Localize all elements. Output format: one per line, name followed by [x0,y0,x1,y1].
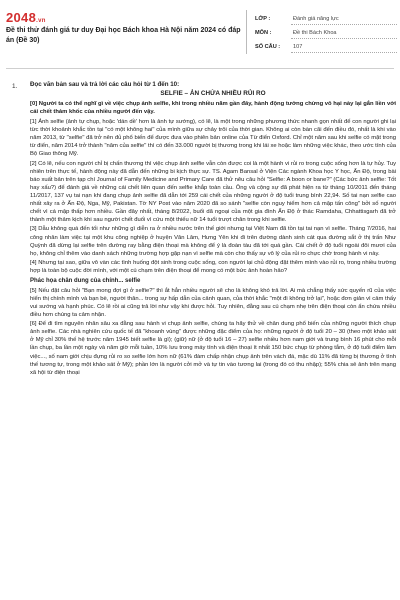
meta-underline [291,38,397,39]
question-instruction: Đọc văn bản sau và trả lời các câu hỏi từ 1 đến 10: [30,81,180,88]
meta-value: 107 [293,44,303,50]
section-subheading: Phác họa chân dung của chính... selfie [30,277,141,284]
paragraph: [0] Người ta có thể nghĩ gì về việc chụp ảnh selfie, khi trong nhiều năm gần đây, hành động tưởng chừng vô hại này lại gắn liền với cái chết thảm khốc của nhiều người đến vậy. [30,101,396,116]
question-number: 1. [12,83,18,90]
question-body [30,81,396,378]
logo-suffix: .vn [36,18,46,24]
meta-panel [246,10,395,54]
meta-underline [291,24,397,25]
meta-label: SỐ CÂU : [255,44,281,50]
site-logo[interactable] [6,10,46,25]
page-header [0,0,400,66]
header-divider [6,68,394,69]
logo-main: 2048 [6,10,37,25]
meta-value: Đánh giá năng lực [293,16,339,22]
paragraph: [2] Có lẽ, nếu con người chỉ bị chấn thương thì việc chụp ảnh selfie vẫn còn được coi là một hành vi rủi ro trong cuộc sống hơn là tự hủy. Tuy nhiên trên thực tế, hành động này đã dẫn đến những bi kịch thực sự. TS. Agam Bansal ở Viện Các ngành Khoa học Y học, Ấn Độ, trong bài báo xuất bản trên tạp chí Journal of Family Medicine and Primary Care đã thử nêu câu hỏi "Selfie: A boon or bane?" (Các bức ảnh selfie: Tốt hay xấu?) để đánh giá về những cái chết liên quan đến selfie khắp toàn cầu. Ông và cộng sự đã phát hiện ra từ tháng 10/2011 đến tháng 11/2017, 137 vụ tai nạn khi đang chụp ảnh selfie đã dẫn tới 259 cái chết của những người ở độ tuổi trung bình 22,94. Số tai nạn selfie cao nhất xảy ra ở Ấn Độ, Nga, Mỹ, Pakistan. Tờ NY Post vào năm 2020 đã so sánh "selfie còn nguy hiểm hơn cả mập tấn công" bởi số người chết vì cá mập thấp hơn nhiều. Gần đây nhất, tháng 8/2022, buổi dã ngoại của một gia đình Ấn Độ ở thác Ramdaha, Chhattisgarh đã trở thành một thảm kịch khi sau người chết đuối vì cứu một thiếu nữ 14 tuổi trượt chân trong khi selfie. [30,160,396,223]
passage-title: SELFIE – ẢN CHỨA NHIỀU RỦI RO [160,90,266,97]
paragraph: [6] Để đi tìm nguyên nhân sâu xa đằng sau hành vi chụp ảnh selfie, chúng ta hãy thử về chân dung phổ biến của những người thích chụp ảnh selfie. Các nhà nghiên cứu quốc tế đã "khoanh vùng" được những đặc điểm của họ: những người ở độ tuổi 20 – 30 (theo một khảo sát ở Mỹ chỉ 30% thế hệ trước năm 1945 biết selfie là gì); (giữ) nữ (ở độ tuổi 16 – 27) selfie nhiều hơn nam giới và trung bình 16 phút cho mỗi lần chụp, ba lần một ngày và năm giờ mỗi tuần, 10% lưu trong máy tính và điện thoại ít nhất 150 bức chụp từ phòng tắm, ở độ tuổi điểm làm việc..., số nam giới chịu đựng rủi ro so selfie lớn hơn nữ (61% đàm chấp nhận chụp ảnh trên vách đá, mặc dù 11% đã từng bị thương ở tình thế tương tự, trong một khảo sát ở Mỹ); phần lớn là người cởi mở và tự tin vào tương lai (trong đó có thu nhập); 55% chia sẻ ảnh trên mạng xã hội từ điện thoại [30,321,396,376]
document-title: Đề thi thử đánh giá tư duy Đại học Bách khoa Hà Nội năm 2024 có đáp án (Đề 30) [6,27,241,44]
meta-label: MÔN : [255,30,272,36]
meta-underline [291,52,397,53]
paragraph: [3] Dẫu không quá đến tối như những gì diễn ra ở nhiều nước trên thế giới nhưng tại Việt Nam đã tồn tại tai nạn vì selfie. Tháng 7/2016, hai công nhân làm việc tại một khu công nghiệp ở huyện Văn Lâm, Hưng Yên khi đi trên đường dành sinh cát qua đường sắt ở thị trấn Như Quỳnh đã dừng lại selfie trên đường ray bằng điện thoại mà không để ý là đoàn tàu đã tới quá gần. Cái chết ở độ tuổi ngoài đôi mươi của họ, không chỉ thêm vào danh sách những trường hợp gặp nạn vì selfie mà còn cho thấy sự vô lý của rủi ro chực chờ trong hành vi này. [30,226,396,257]
meta-value: Đề thi Bách Khoa [293,30,337,36]
paragraph: [1] Ảnh selfie (ảnh tự chụp, hoặc 'dán dề' hơn là ảnh tự sướng), có lẽ, là một trong những phương thức nhanh gọn nhất để con người ghi lại từc thời khoảnh khắc tồn tại "có một không hai" của mình giữa sự chảy trôi của thời gian. Không ai còn bàn cãi đến điều đó, nhất là khi vào năm 2013, từ "selfie" đã trở nên đủ phổ biến để được đưa vào phiên bản online của Từ điển Oxford. Chỉ một năm sau khi selfie có mặt trong từ điển, năm 2014 trở thành "năm của selfie" thì có đến 33.000 người bị thương trong khi lái xe hoặc làm những việc khác, theo ước tính của Bộ Giao thông Mỹ. [30,118,396,157]
paragraph: [4] Nhưng tại sao, giữa vô vàn các tình huống đột sinh trong cuộc sống, con người lại chủ động đặt thêm mình vào rủi ro, trong nhiều trường hợp là toàn bộ cuộc đời mình, với một cú chạm trên điện thoại để mong có một bức ảnh hoàn hảo? [30,260,396,275]
meta-label: LỚP : [255,16,271,22]
paragraph: [5] Nếu đặt câu hỏi "Bạn mong đợi gì ở selfie?" thì ắt hẳn nhiều người sẽ cho là không khó trả lời. Ai mà chẳng thấy sức quyến rũ của việc hiển thị chính mình và bạn bè, người thân... trong sự hấp dẫn của cảnh quan, của thời khắc "một đi không trở lại", hoặc đơn giản vì cảm thấy vui sướng và hạnh phúc. Có lẽ rồi ai cũng trả lời như vậy khi được hỏi. Tuy nhiên, đằng sau cú chạm nhẹ trên điện thoại còn ẩn chứa nhiều điều hơn chúng ta cảm nhận. [30,287,396,318]
